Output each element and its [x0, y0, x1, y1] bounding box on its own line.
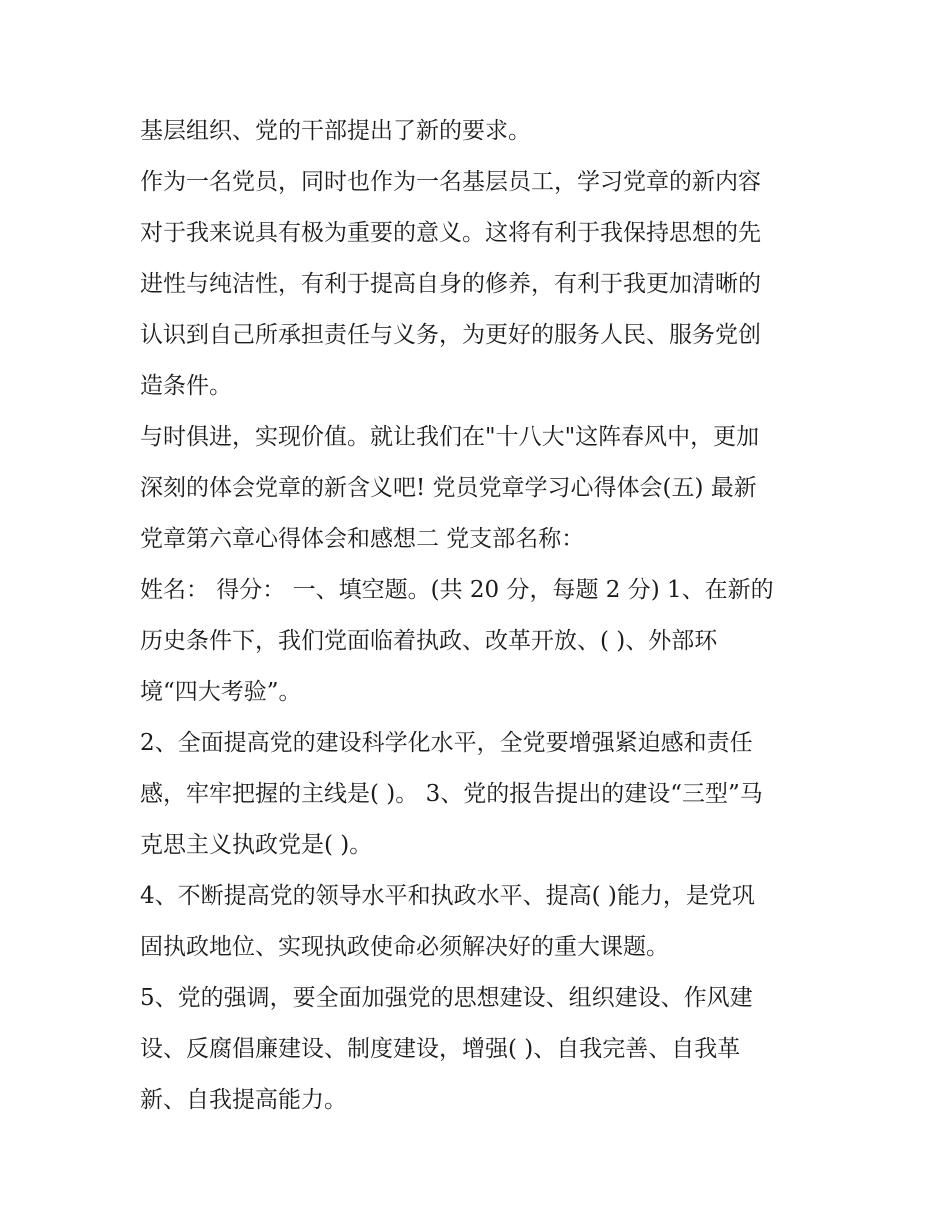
text-line: 姓名： 得分： 一、填空题。(共 20 分，每题 2 分) 1、在新的 [140, 577, 774, 603]
paragraph-7 [140, 973, 830, 1126]
paragraph-2 [140, 157, 830, 412]
text-line: 4、不断提高党的领导水平和执政水平、提高( )能力，是党巩 [140, 883, 755, 909]
text-line: 深刻的体会党章的新含义吧! 党员党章学习心得体会(五) 最新 [140, 475, 757, 501]
paragraph-6 [140, 871, 830, 973]
paragraph-1 [140, 106, 830, 157]
text-line: 克思主义执政党是( )。 [140, 832, 373, 858]
text-line: 对于我来说具有极为重要的意义。这将有利于我保持思想的先 [140, 220, 761, 246]
text-line: 认识到自己所承担责任与义务，为更好的服务人民、服务党创 [140, 322, 761, 348]
text-line: 造条件。 [140, 373, 232, 399]
text-line: 2、全面提高党的建设科学化水平，全党要增强紧迫感和责任 [140, 730, 753, 756]
text-line: 历史条件下，我们党面临着执政、改革开放、( )、外部环 [140, 628, 718, 654]
text-line: 党章第六章心得体会和感想二 党支部名称： [140, 526, 585, 552]
text-line: 作为一名党员，同时也作为一名基层员工，学习党章的新内容 [140, 169, 761, 195]
document-body [140, 106, 830, 1126]
text-line: 新、自我提高能力。 [140, 1087, 347, 1113]
paragraph-4 [140, 565, 830, 718]
text-line: 境“四大考验”。 [140, 679, 302, 705]
text-line: 感，牢牢把握的主线是( )。 3、党的报告提出的建设“三型”马 [140, 781, 763, 807]
text-line: 进性与纯洁性，有利于提高自身的修养，有利于我更加清晰的 [140, 271, 761, 297]
text-line: 基层组织、党的干部提出了新的要求。 [140, 118, 531, 144]
paragraph-3 [140, 412, 830, 565]
text-line: 5、党的强调，要全面加强党的思想建设、组织建设、作风建 [140, 985, 753, 1011]
text-line: 与时俱进，实现价值。就让我们在"十八大"这阵春风中，更加 [140, 424, 760, 450]
text-line: 固执政地位、实现执政使命必须解决好的重大课题。 [140, 934, 669, 960]
text-line: 设、反腐倡廉建设、制度建设，增强( )、自我完善、自我革 [140, 1036, 741, 1062]
paragraph-5 [140, 718, 830, 871]
